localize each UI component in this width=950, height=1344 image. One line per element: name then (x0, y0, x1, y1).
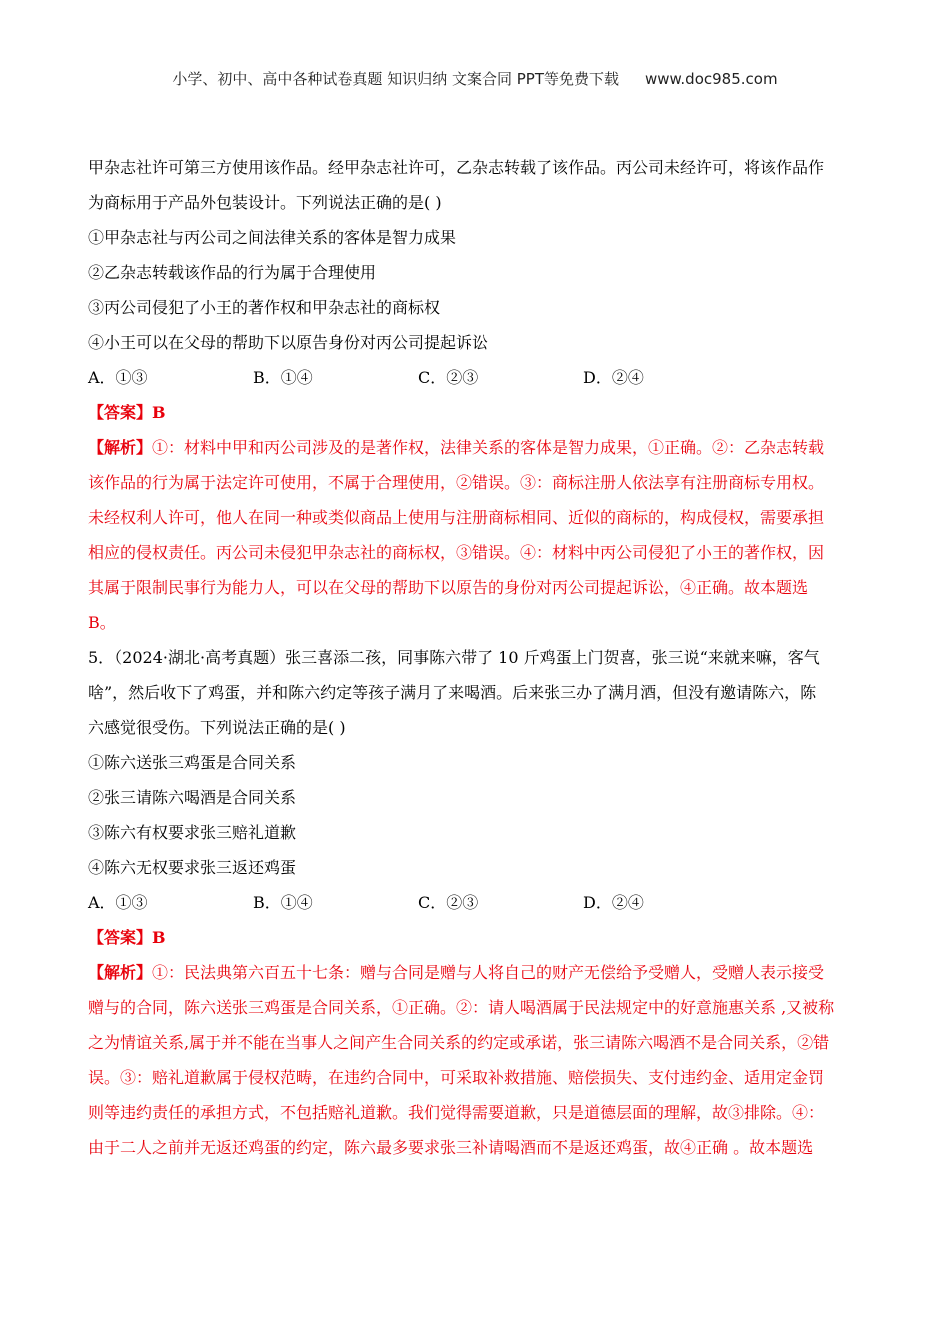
analysis-text: ①：民法典第六百五十七条：赠与合同是赠与人将自己的财产无偿给予受赠人，受赠人表示接受 (152, 963, 825, 982)
answer-options (88, 885, 868, 920)
analysis-line (88, 430, 868, 465)
answer-value: B (152, 928, 166, 947)
header-text: 小学、初中、高中各种试卷真题 知识归纳 文案合同 PPT等免费下载 (172, 70, 619, 88)
statement-item: ③陈六有权要求张三赔礼道歉 (88, 823, 297, 842)
question-text-line: 甲杂志社许可第三方使用该作品。经甲杂志社许可，乙杂志转载了该作品。丙公司未经许可，将该作品作 (88, 158, 825, 177)
option-b: B．①④ (253, 368, 313, 387)
option-c: C．②③ (418, 893, 479, 912)
analysis-text: ①：材料中甲和丙公司涉及的是著作权，法律关系的客体是智力成果，①正确。②：乙杂志转载 (152, 438, 825, 457)
analysis-line: 相应的侵权责任。丙公司未侵犯甲杂志社的商标权，③错误。④：材料中丙公司侵犯了小王的著作权，因 (88, 543, 825, 562)
answer-line (88, 920, 868, 955)
option-b: B．①④ (253, 893, 313, 912)
statement-item: ①陈六送张三鸡蛋是合同关系 (88, 753, 297, 772)
analysis-label: 【解析】 (88, 438, 153, 457)
option-d: D．②④ (583, 893, 644, 912)
answer-value: B (152, 403, 166, 422)
option-c: C．②③ (418, 368, 479, 387)
question-4 (88, 150, 868, 640)
document-body (88, 150, 868, 1165)
statement-item: ④陈六无权要求张三返还鸡蛋 (88, 858, 297, 877)
question-5 (88, 640, 868, 1165)
analysis-line: 误。③：赔礼道歉属于侵权范畴，在违约合同中，可采取补救措施、赔偿损失、支付违约金、适用定金罚 (88, 1068, 825, 1087)
answer-line (88, 395, 868, 430)
question-text-line: 六感觉很受伤。下列说法正确的是( ) (88, 718, 346, 737)
page-header (0, 68, 950, 89)
statement-item: ②乙杂志转载该作品的行为属于合理使用 (88, 263, 377, 282)
statement-item: ①甲杂志社与丙公司之间法律关系的客体是智力成果 (88, 228, 457, 247)
question-text-line: 5．（2024·湖北·高考真题）张三喜添二孩，同事陈六带了 10 斤鸡蛋上门贺喜，张三说“来就来嘛，客气 (88, 648, 820, 667)
analysis-line: 则等违约责任的承担方式，不包括赔礼道歉。我们觉得需要道歉，只是道德层面的理解，故③排除。④： (88, 1103, 825, 1122)
analysis-line: 该作品的行为属于法定许可使用，不属于合理使用，②错误。③：商标注册人依法享有注册商标专用权。 (88, 473, 825, 492)
answer-label: 【答案】 (88, 403, 153, 422)
analysis-line: 其属于限制民事行为能力人，可以在父母的帮助下以原告的身份对丙公司提起诉讼，④正确。故本题选 (88, 578, 809, 597)
question-text-line: 啥”，然后收下了鸡蛋，并和陈六约定等孩子满月了来喝酒。后来张三办了满月酒，但没有邀请陈六，陈 (88, 683, 817, 702)
analysis-line: 赠与的合同，陈六送张三鸡蛋是合同关系，①正确。②：请人喝酒属于民法规定中的好意施惠关系 ,又被称 (88, 998, 835, 1017)
question-text-line: 为商标用于产品外包装设计。下列说法正确的是( ) (88, 193, 442, 212)
statement-item: ③丙公司侵犯了小王的著作权和甲杂志社的商标权 (88, 298, 441, 317)
statement-item: ②张三请陈六喝酒是合同关系 (88, 788, 297, 807)
answer-options (88, 360, 868, 395)
analysis-line (88, 955, 868, 990)
statement-item: ④小王可以在父母的帮助下以原告身份对丙公司提起诉讼 (88, 333, 489, 352)
option-d: D．②④ (583, 368, 644, 387)
header-url[interactable]: www.doc985.com (644, 70, 778, 88)
option-a: A．①③ (88, 893, 148, 912)
analysis-line: B。 (88, 613, 116, 632)
option-a: A．①③ (88, 368, 148, 387)
answer-label: 【答案】 (88, 928, 153, 947)
analysis-label: 【解析】 (88, 963, 153, 982)
analysis-line: 未经权利人许可，他人在同一种或类似商品上使用与注册商标相同、近似的商标的，构成侵权，需要承担 (88, 508, 825, 527)
analysis-line: 由于二人之前并无返还鸡蛋的约定，陈六最多要求张三补请喝酒而不是返还鸡蛋，故④正确 。故本题选 (88, 1138, 814, 1157)
analysis-line: 之为情谊关系,属于并不能在当事人之间产生合同关系的约定或承诺，张三请陈六喝酒不是合同关系，②错 (88, 1033, 830, 1052)
